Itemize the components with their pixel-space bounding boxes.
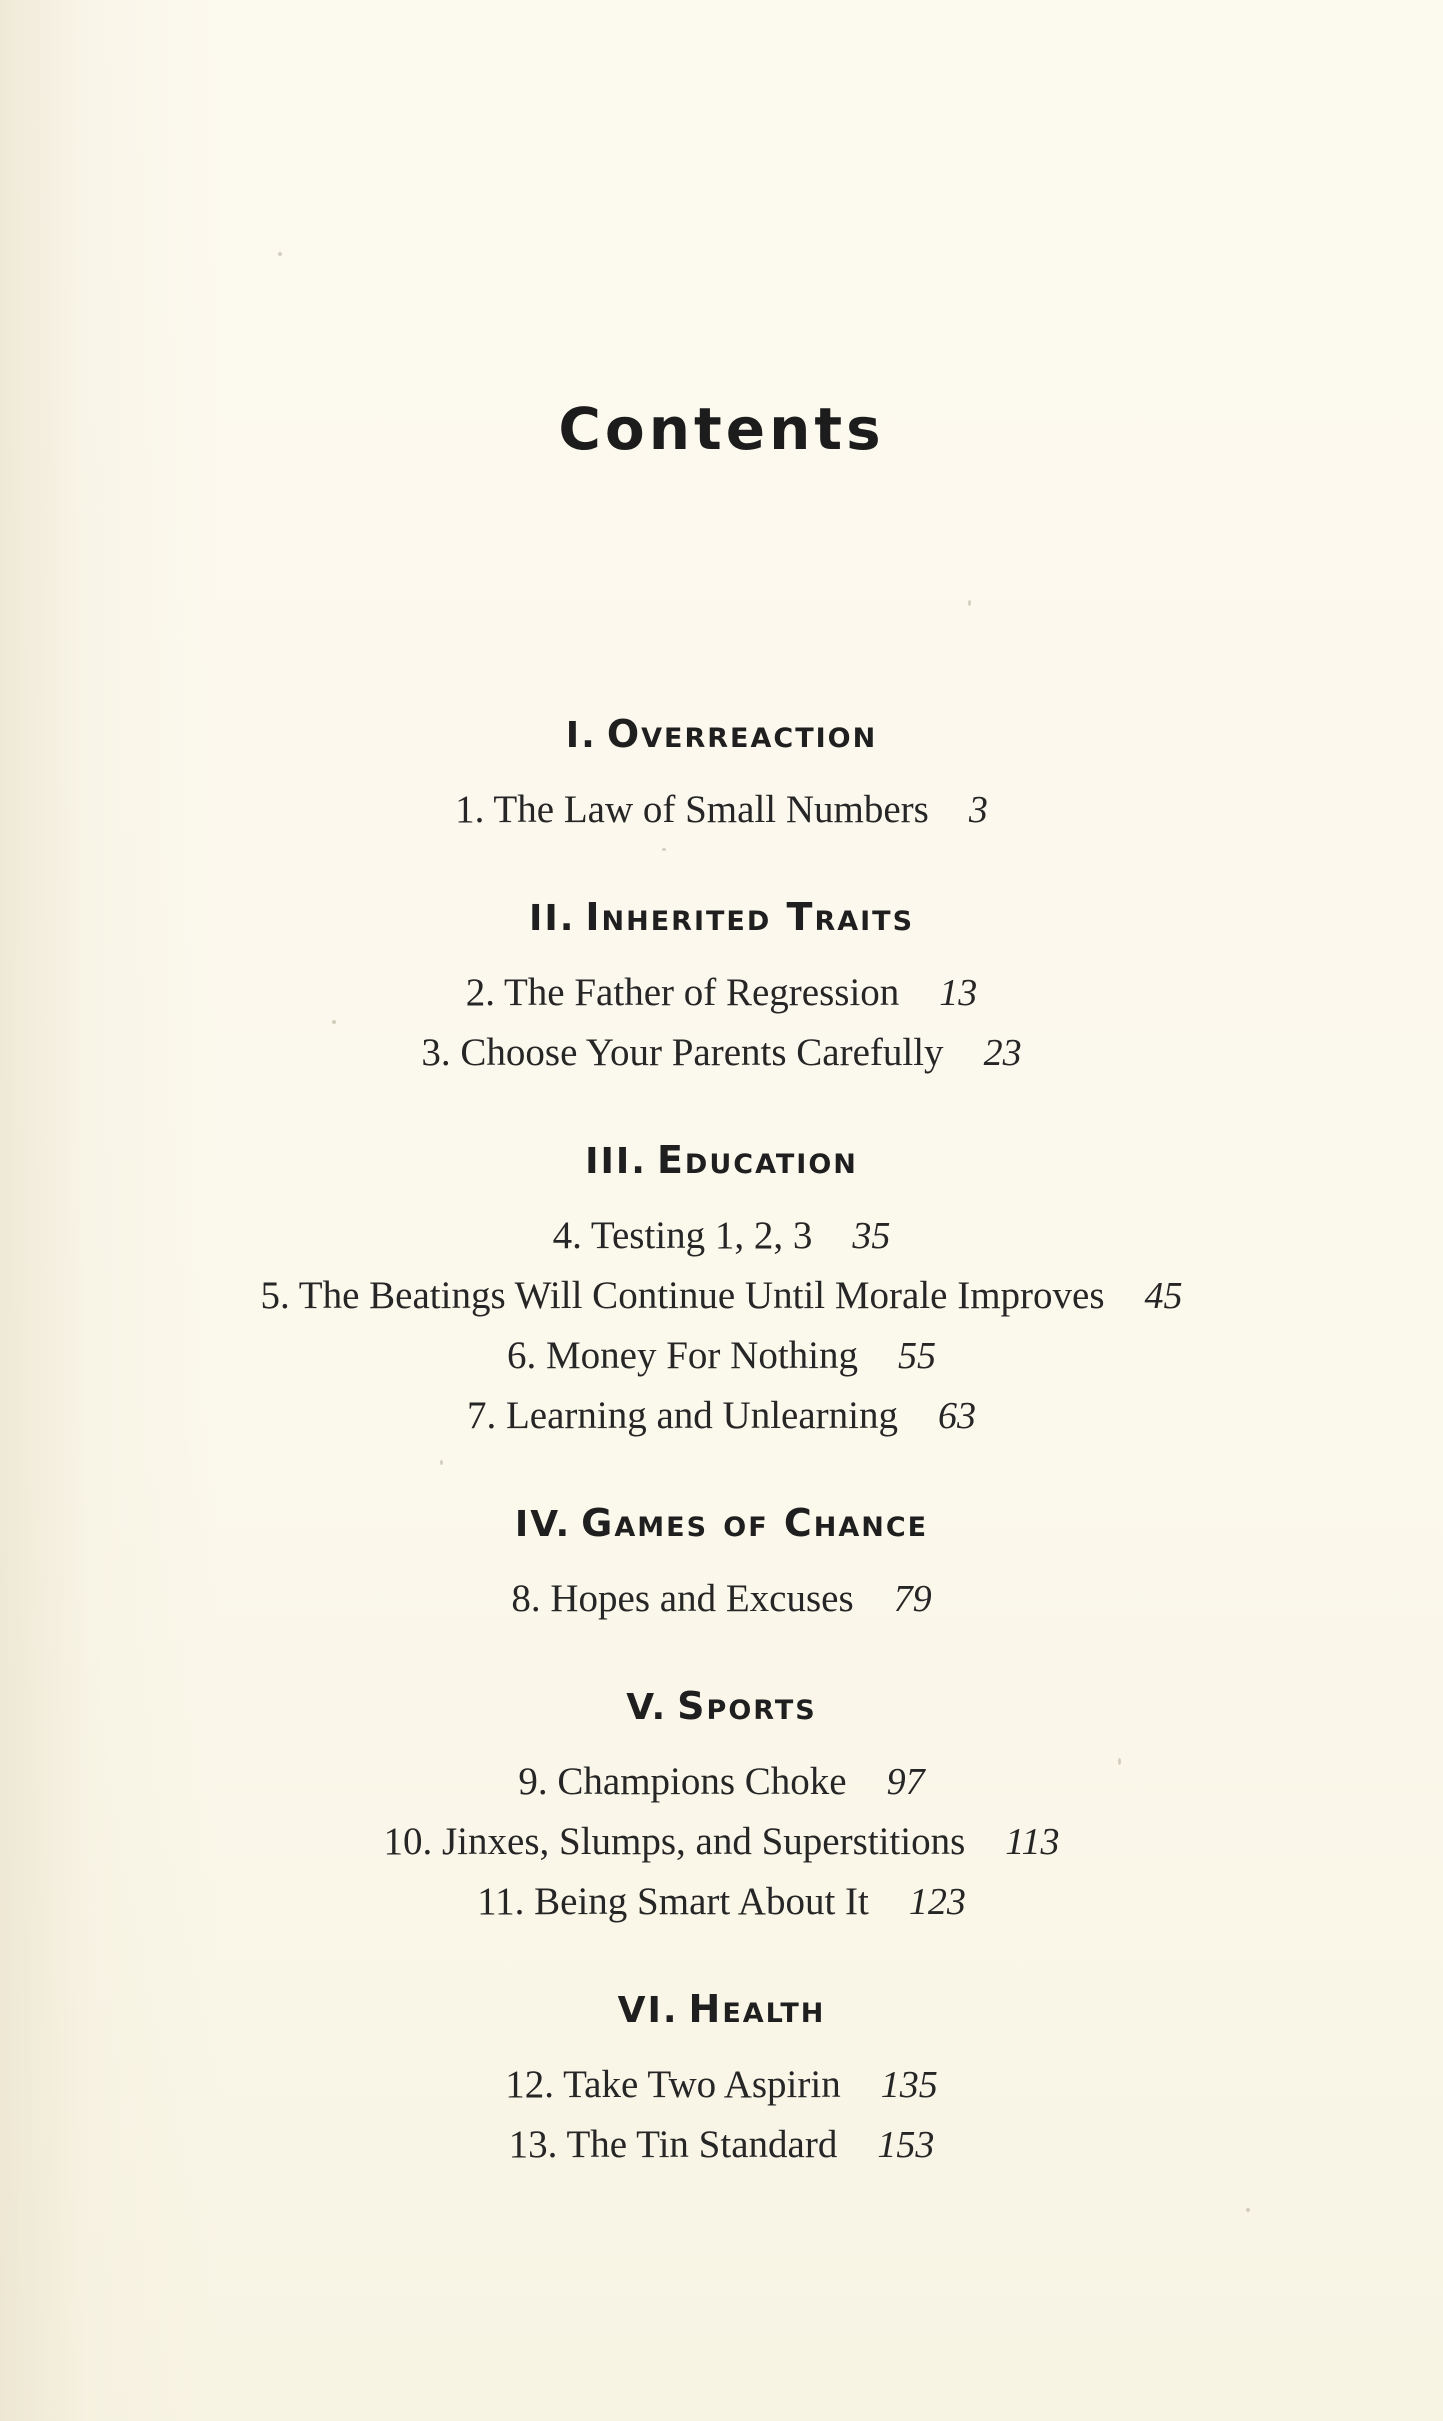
chapter-title: 9. Champions Choke bbox=[518, 1760, 847, 1803]
page-number: 13 bbox=[939, 972, 978, 1014]
page-number: 45 bbox=[1144, 1275, 1183, 1317]
part-title: Overreaction bbox=[606, 712, 878, 756]
chapter-title: 4. Testing 1, 2, 3 bbox=[552, 1214, 813, 1257]
page-number: 55 bbox=[898, 1335, 936, 1377]
paper-speck bbox=[1118, 1758, 1121, 1765]
paper-speck bbox=[968, 600, 971, 606]
part-2 bbox=[0, 895, 1443, 1083]
part-title: Games of Chance bbox=[581, 1501, 929, 1545]
chapter-title: 11. Being Smart About It bbox=[477, 1880, 869, 1923]
toc-entry[interactable] bbox=[0, 1752, 1443, 1812]
chapter-title: 8. Hopes and Excuses bbox=[511, 1577, 854, 1620]
chapter-title: 3. Choose Your Parents Carefully bbox=[421, 1031, 944, 1074]
part-title: Inherited Traits bbox=[585, 895, 915, 939]
toc-entry[interactable] bbox=[0, 1266, 1443, 1326]
page-number: 113 bbox=[1005, 1821, 1060, 1863]
part-numeral: III. bbox=[585, 1141, 647, 1182]
toc-entry[interactable] bbox=[0, 1872, 1443, 1932]
toc-entry[interactable] bbox=[0, 1326, 1443, 1386]
chapter-title: 1. The Law of Small Numbers bbox=[455, 788, 929, 831]
paper-speck bbox=[1246, 2208, 1250, 2212]
chapter-title: 6. Money For Nothing bbox=[507, 1334, 858, 1377]
chapter-title: 10. Jinxes, Slumps, and Superstitions bbox=[383, 1820, 966, 1863]
part-numeral: II. bbox=[528, 898, 576, 939]
page-number: 79 bbox=[893, 1578, 932, 1620]
toc-entry[interactable] bbox=[0, 1812, 1443, 1872]
part-heading bbox=[0, 1987, 1443, 2031]
table-of-contents bbox=[0, 712, 1443, 2175]
contents-title: Contents bbox=[558, 395, 885, 463]
paper-speck bbox=[332, 1020, 336, 1024]
part-3 bbox=[0, 1138, 1443, 1446]
page-number: 153 bbox=[877, 2124, 935, 2166]
part-numeral: V. bbox=[626, 1687, 668, 1728]
page-number: 3 bbox=[968, 789, 988, 831]
toc-entry[interactable] bbox=[0, 780, 1443, 840]
part-numeral: IV. bbox=[514, 1504, 572, 1545]
toc-entry[interactable] bbox=[0, 1569, 1443, 1629]
part-numeral: VI. bbox=[617, 1990, 679, 2031]
part-heading bbox=[0, 1684, 1443, 1728]
chapter-title: 2. The Father of Regression bbox=[465, 971, 900, 1014]
toc-entry[interactable] bbox=[0, 2115, 1443, 2175]
part-title: Education bbox=[656, 1138, 858, 1182]
part-title: Sports bbox=[677, 1684, 817, 1728]
part-heading bbox=[0, 1501, 1443, 1545]
part-5 bbox=[0, 1684, 1443, 1932]
part-6 bbox=[0, 1987, 1443, 2175]
paper-speck bbox=[278, 252, 282, 256]
toc-entry[interactable] bbox=[0, 963, 1443, 1023]
part-heading bbox=[0, 712, 1443, 756]
part-1 bbox=[0, 712, 1443, 840]
chapter-title: 12. Take Two Aspirin bbox=[505, 2063, 841, 2106]
part-title: Health bbox=[688, 1987, 826, 2031]
toc-entry[interactable] bbox=[0, 1023, 1443, 1083]
page-number: 23 bbox=[983, 1032, 1022, 1074]
part-heading bbox=[0, 895, 1443, 939]
chapter-title: 5. The Beatings Will Continue Until Morale Improves bbox=[260, 1274, 1105, 1317]
toc-entry[interactable] bbox=[0, 2055, 1443, 2115]
page-number: 63 bbox=[938, 1395, 977, 1437]
page-number: 135 bbox=[880, 2064, 938, 2106]
paper-speck bbox=[662, 848, 666, 851]
part-4 bbox=[0, 1501, 1443, 1629]
page-number: 35 bbox=[852, 1215, 891, 1257]
toc-entry[interactable] bbox=[0, 1386, 1443, 1446]
page-number: 97 bbox=[886, 1761, 925, 1803]
toc-entry[interactable] bbox=[0, 1206, 1443, 1266]
paper-speck bbox=[440, 1460, 443, 1465]
part-heading bbox=[0, 1138, 1443, 1182]
part-numeral: I. bbox=[565, 715, 597, 756]
page-number: 123 bbox=[908, 1881, 966, 1923]
chapter-title: 13. The Tin Standard bbox=[508, 2123, 838, 2166]
chapter-title: 7. Learning and Unlearning bbox=[466, 1394, 899, 1437]
